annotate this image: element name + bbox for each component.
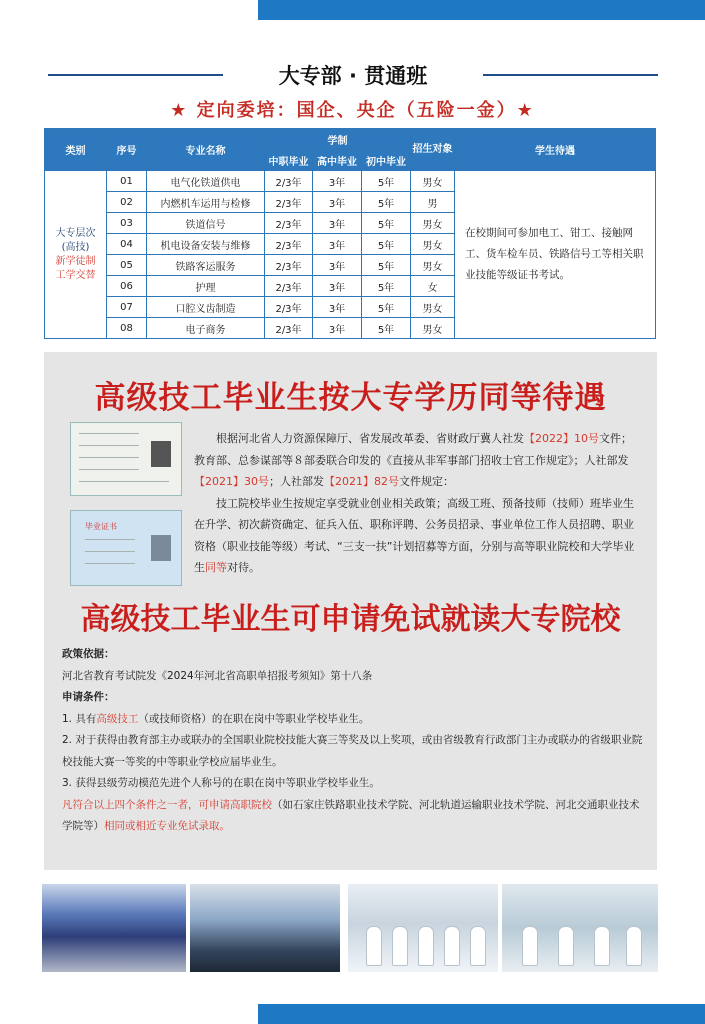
col-enroll: 招生对象	[411, 129, 455, 171]
policy-paragraph-1: 根据河北省人力资源保障厅、省发展改革委、省财政厅冀人社发【2022】10号文件；教育部、总参谋部等８部委联合印发的《直接从非军事部门招收士官工作规定》；人社部发【2021】30号；人社部发【2021】82号文件规定： 技工院校毕业生按规定享受就业创业相关政策；高级工班、预备技师（技师）班毕业生在升学、初次薪资确定、征兵入伍、职称评聘、公务员招录、事业单位工作人员招聘、职业资格（职业技能等级）考试、“三支一扶”计划招募等方面，分别与高等职业院校和大学毕业生同等对待。	[194, 432, 635, 574]
row-system-gaozhong: 3年	[313, 276, 362, 297]
row-system-chuzhong: 5年	[362, 318, 411, 339]
row-no: 04	[107, 234, 147, 255]
certificate-title: 毕业证书	[85, 522, 117, 531]
title-divider-right	[483, 74, 658, 76]
col-category: 类别	[45, 129, 107, 171]
row-major: 电子商务	[147, 318, 265, 339]
row-system-zhongzhi: 2/3年	[265, 276, 313, 297]
row-major: 口腔义齿制造	[147, 297, 265, 318]
condition-summary: 凡符合以上四个条件之一者，可申请高职院校（如石家庄铁路职业技术学院、河北轨道运输职业技术学院、河北交通职业技术学院等）相同或相近专业免试录取。	[62, 798, 640, 832]
row-system-chuzhong: 5年	[362, 276, 411, 297]
row-major: 铁道信号	[147, 213, 265, 234]
row-system-gaozhong: 3年	[313, 318, 362, 339]
row-major: 电气化铁道供电	[147, 171, 265, 192]
row-system-zhongzhi: 2/3年	[265, 297, 313, 318]
row-system-zhongzhi: 2/3年	[265, 234, 313, 255]
certificate-image-2	[70, 510, 182, 586]
row-no: 01	[107, 171, 147, 192]
basis-label: 政策依据：	[62, 648, 115, 660]
row-system-gaozhong: 3年	[313, 297, 362, 318]
row-system-zhongzhi: 2/3年	[265, 171, 313, 192]
col-sub-gaozhong: 高中毕业	[313, 150, 362, 171]
col-sub-chuzhong: 初中毕业	[362, 150, 411, 171]
row-enroll: 女	[411, 276, 455, 297]
row-no: 05	[107, 255, 147, 276]
row-system-gaozhong: 3年	[313, 255, 362, 276]
row-enroll: 男	[411, 192, 455, 213]
page-subtitle: ★ 定向委培：国企、央企（五险一金）★	[170, 100, 535, 121]
row-system-chuzhong: 5年	[362, 213, 411, 234]
col-treatment: 学生待遇	[455, 129, 656, 171]
row-enroll: 男女	[411, 255, 455, 276]
treatment-cell: 在校期间可参加电工、钳工、接触网工、货车检车员、铁路信号工等相关职业技能等级证书考试。	[455, 171, 656, 339]
row-system-chuzhong: 5年	[362, 234, 411, 255]
row-system-chuzhong: 5年	[362, 255, 411, 276]
row-enroll: 男女	[411, 318, 455, 339]
policy-panel	[44, 352, 657, 870]
row-system-zhongzhi: 2/3年	[265, 213, 313, 234]
program-table	[44, 128, 656, 339]
row-enroll: 男女	[411, 234, 455, 255]
photo-nursing-class	[348, 884, 498, 972]
top-accent-bar	[258, 0, 705, 20]
row-major: 铁路客运服务	[147, 255, 265, 276]
row-system-chuzhong: 5年	[362, 192, 411, 213]
row-no: 08	[107, 318, 147, 339]
row-no: 07	[107, 297, 147, 318]
bottom-accent-bar	[258, 1004, 705, 1024]
row-system-zhongzhi: 2/3年	[265, 192, 313, 213]
row-enroll: 男女	[411, 213, 455, 234]
row-no: 02	[107, 192, 147, 213]
col-no: 序号	[107, 129, 147, 171]
row-system-zhongzhi: 2/3年	[265, 318, 313, 339]
row-enroll: 男女	[411, 297, 455, 318]
row-no: 06	[107, 276, 147, 297]
section2-heading: 高级技工毕业生可申请免试就读大专院校	[80, 602, 621, 637]
row-major: 护理	[147, 276, 265, 297]
row-no: 03	[107, 213, 147, 234]
col-major: 专业名称	[147, 129, 265, 171]
row-system-gaozhong: 3年	[313, 171, 362, 192]
row-major: 内燃机车运用与检修	[147, 192, 265, 213]
page-title: 大专部 · 贯通班	[278, 64, 428, 88]
row-system-chuzhong: 5年	[362, 171, 411, 192]
row-system-chuzhong: 5年	[362, 297, 411, 318]
col-sub-zhongzhi: 中职毕业	[265, 150, 313, 171]
photo-dental-lab	[502, 884, 658, 972]
admission-conditions	[62, 644, 648, 838]
row-system-gaozhong: 3年	[313, 234, 362, 255]
photo-control-room	[190, 884, 340, 972]
row-major: 机电设备安装与维修	[147, 234, 265, 255]
category-cell: 大专层次 (高技) 新学徒制 工学交替	[45, 171, 107, 339]
row-system-gaozhong: 3年	[313, 213, 362, 234]
condition-2: 2. 对于获得由教育部主办或联办的全国职业院校技能大赛三等奖及以上奖项，或由省级教育行政部门主办或联办的省级职业院校技能大赛一等奖的中等职业学校应届毕业生。	[62, 734, 643, 768]
basis-text: 河北省教育考试院发《2024年河北省高职单招报考须知》第十八条	[62, 669, 373, 682]
campus-photo-strip	[42, 884, 658, 972]
row-system-gaozhong: 3年	[313, 192, 362, 213]
photo-railway-training	[42, 884, 186, 972]
condition-1: 1. 具有高级技工（或技师资格）的在职在岗中等职业学校毕业生。	[62, 712, 370, 725]
condition-3: 3. 获得县级劳动模范先进个人称号的在职在岗中等职业学校毕业生。	[62, 777, 380, 789]
row-system-zhongzhi: 2/3年	[265, 255, 313, 276]
col-system: 学制	[265, 129, 411, 150]
row-enroll: 男女	[411, 171, 455, 192]
page-title-row	[48, 60, 658, 90]
certificate-image-1	[70, 422, 182, 496]
table-row	[45, 171, 656, 192]
conditions-label: 申请条件：	[62, 691, 115, 703]
section1-heading: 高级技工毕业生按大专学历同等待遇	[94, 380, 607, 416]
